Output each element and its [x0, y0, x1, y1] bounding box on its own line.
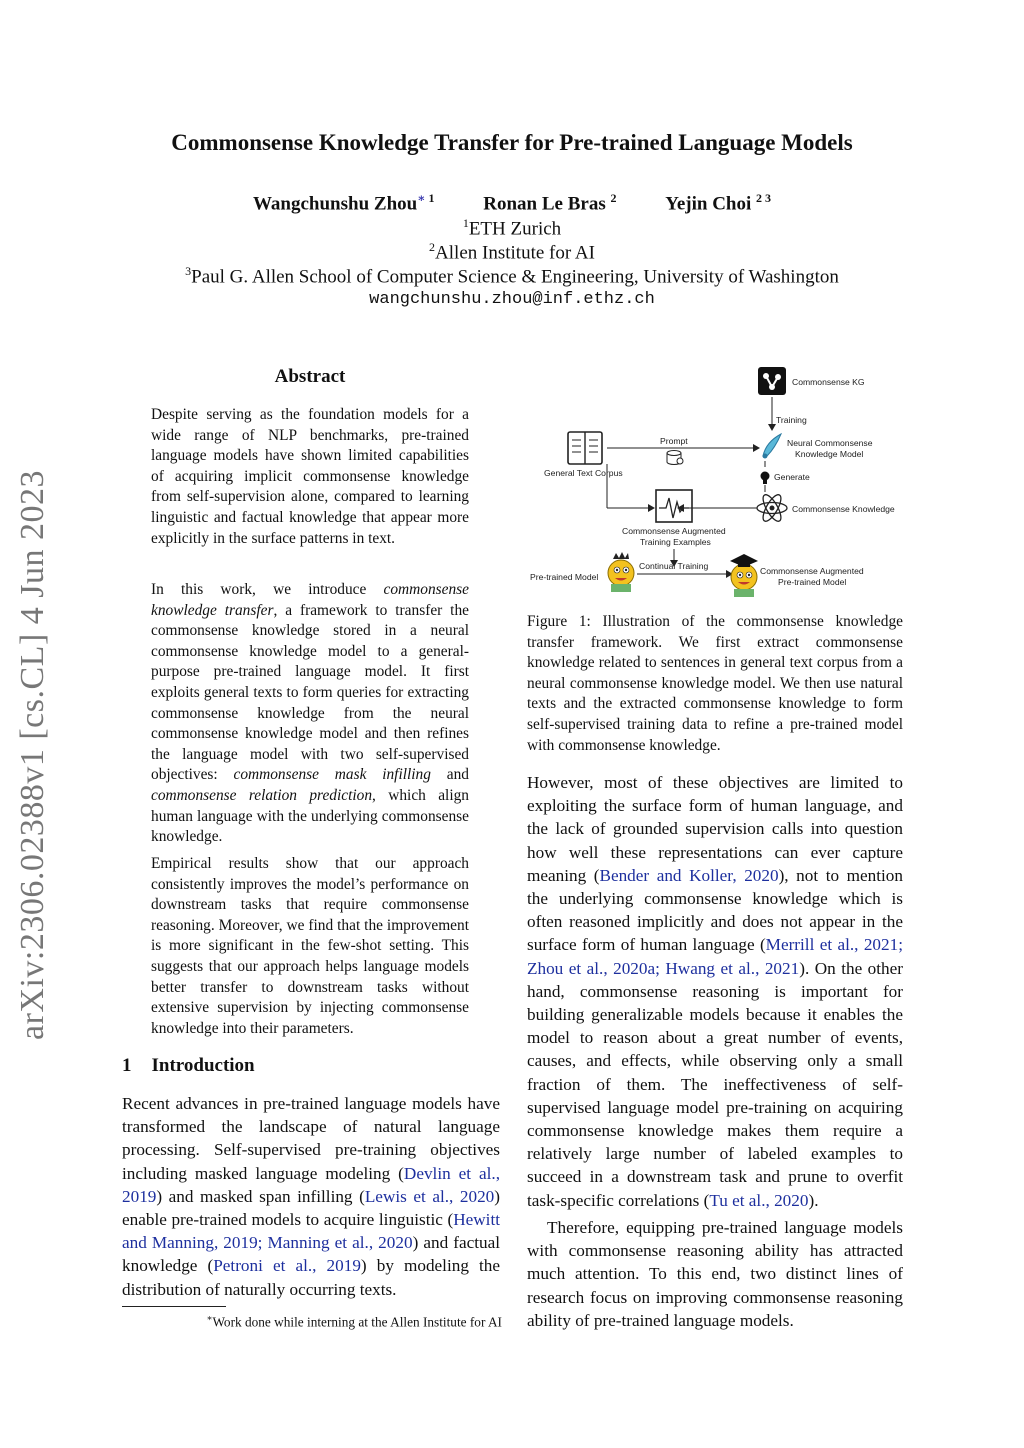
citation-link[interactable]: Tu et al., 2020	[709, 1190, 809, 1210]
figure-1-caption: Figure 1: Illustration of the commonsense knowledge transfer framework. We first extract commonsense knowledge related to sentences in general text corpus from a neural commonsense knowledge model. We then use natural texts and the extracted commonsense knowledge to form self-supervised training data to refine a pre-trained model with commonsense knowledge.	[527, 613, 903, 754]
label-corpus: General Text Corpus	[544, 468, 623, 478]
label-continual: Continual Training	[639, 561, 709, 571]
label-examples-1: Commonsense Augmented	[622, 526, 726, 536]
label-examples-2: Training Examples	[640, 537, 711, 547]
author-list	[0, 191, 1024, 215]
search-database-icon	[667, 451, 683, 465]
label-neural-1: Neural Commonsense	[787, 438, 873, 448]
augmented-model-icon	[730, 554, 758, 597]
atom-icon	[757, 492, 787, 523]
citation-link[interactable]: Merrill et al., 2021; Zhou et al., 2020a; Hwang et al., 2021	[527, 935, 903, 978]
footnote-rule	[122, 1306, 226, 1307]
label-training: Training	[776, 415, 807, 425]
label-pretrained: Pre-trained Model	[530, 572, 599, 582]
neural-model-icon	[763, 434, 782, 459]
right-paragraph-2: Therefore, equipping pre-trained language models with commonsense reasoning ability has attracted much attention. To this end, two distinct lines of research focus on improving commonsense reasoning ability of pre-trained language models.	[527, 1218, 903, 1330]
lightbulb-icon	[761, 472, 770, 485]
intro-paragraph-1: Recent advances in pre-trained language models have transformed the landscape of natural language processing. Self-supervised pre-training objectives including masked language modeling (Devlin et al., 2019) and masked span infilling (Lewis et al., 2020) enable pre-trained models to acquire linguistic (Hewitt and Manning, 2019; Manning et al., 2020) and factual knowledge (Petroni et al., 2019) by modeling the distribution of naturally occurring texts.	[122, 1094, 501, 1299]
pretrained-model-icon	[608, 552, 634, 592]
citation-link[interactable]: Bender and Koller, 2020	[599, 865, 779, 885]
citation-link[interactable]: Devlin et al., 2019	[122, 1163, 501, 1206]
citation-link[interactable]: Petroni et al., 2019	[213, 1256, 361, 1276]
label-kg: Commonsense KG	[792, 377, 865, 387]
affiliation-1: $^1$ETH Zurich	[462, 216, 562, 240]
right-paragraph-1: However, most of these objectives are limited to exploiting the surface form of human language, and the lack of grounded supervision calls into question how well these representations can ever capture meaning (Bender and Koller, 2020), not to mention the underlying commonsense knowledge which is often reasoned implicitly and does not appear in the surface form of human language (Merrill et al., 2021; Zhou et al., 2020a; Hwang et al., 2021). On the other hand, commonsense reasoning is important for building generalizable models because it enables the model to reason about a great number of events, causes, and effects, while observing only a small fraction of them. The ineffectiveness of self-supervised language model pre-training on acquiring commonsense knowledge makes them require a relatively large number of labeled examples to succeed in a downstream task and prune to overfit task-specific correlations (Tu et al., 2020).	[527, 773, 903, 1210]
abstract-paragraph-2: In this work, we introduce commonsense knowledge transfer, a framework to transfer the commonsense knowledge stored in a neural commonsense knowledge model to a general-purpose pre-trained language model. It first exploits general texts to form queries for extracting commonsense knowledge from the neural commonsense knowledge model and then refines the language model with two self-supervised objectives: commonsense mask infilling and commonsense relation prediction, which align human language with the underlying commonsense knowledge.	[151, 581, 469, 846]
author-1: Wangchunshu Zhou$^{∗ 1}$	[252, 191, 435, 215]
abstract-heading: Abstract	[274, 366, 346, 387]
label-generate: Generate	[774, 472, 810, 482]
author-3: Yejin Choi $^{2 3}$	[665, 191, 772, 215]
label-prompt: Prompt	[660, 436, 688, 446]
label-augmented-2: Pre-trained Model	[778, 577, 847, 587]
signal-box-icon	[656, 490, 692, 522]
citation-link[interactable]: Hewitt and Manning, 2019; Manning et al., 2020	[122, 1210, 500, 1253]
affiliation-3: $^3$Paul G. Allen School of Computer Science & Engineering, University of Washington	[185, 264, 839, 288]
knowledge-graph-icon	[758, 367, 786, 395]
author-2: Ronan Le Bras $^2$	[483, 191, 617, 215]
label-augmented-1: Commonsense Augmented	[760, 566, 864, 576]
figure-1-diagram	[527, 364, 903, 599]
abstract-paragraph-3: Empirical results show that our approach consistently improves the model’s performance on downstream tasks that require commonsense reasoning. Moreover, we find that the improvement is more significant in the few-shot setting. This suggests that our approach helps language models better transfer to downstream tasks without extensive supervision by injecting commonsense knowledge into their parameters.	[151, 855, 469, 1037]
paper-title: Commonsense Knowledge Transfer for Pre-trained Language Models	[171, 130, 853, 155]
section-heading-introduction: 1 Introduction	[122, 1055, 255, 1076]
label-neural-2: Knowledge Model	[795, 449, 864, 459]
affiliation-2: $^2$Allen Institute for AI	[429, 240, 595, 264]
label-knowledge: Commonsense Knowledge	[792, 504, 895, 514]
footnote: ∗Work done while interning at the Allen Institute for AI	[206, 1313, 502, 1330]
citation-link[interactable]: Lewis et al., 2020	[364, 1186, 495, 1206]
book-icon	[568, 432, 602, 464]
arxiv-stamp: arXiv:2306.02388v1 [cs.CL] 4 Jun 2023	[14, 469, 51, 1040]
author-email: wangchunshu.zhou@inf.ethz.ch	[369, 290, 655, 309]
abstract-paragraph-1: Despite serving as the foundation models for a wide range of NLP benchmarks, pre-trained language models have shown limited capabilities of acquiring implicit commonsense knowledge from self-supervision alone, compared to learning linguistic and factual knowledge that appear more explicitly in the surface patterns in text.	[151, 406, 469, 547]
